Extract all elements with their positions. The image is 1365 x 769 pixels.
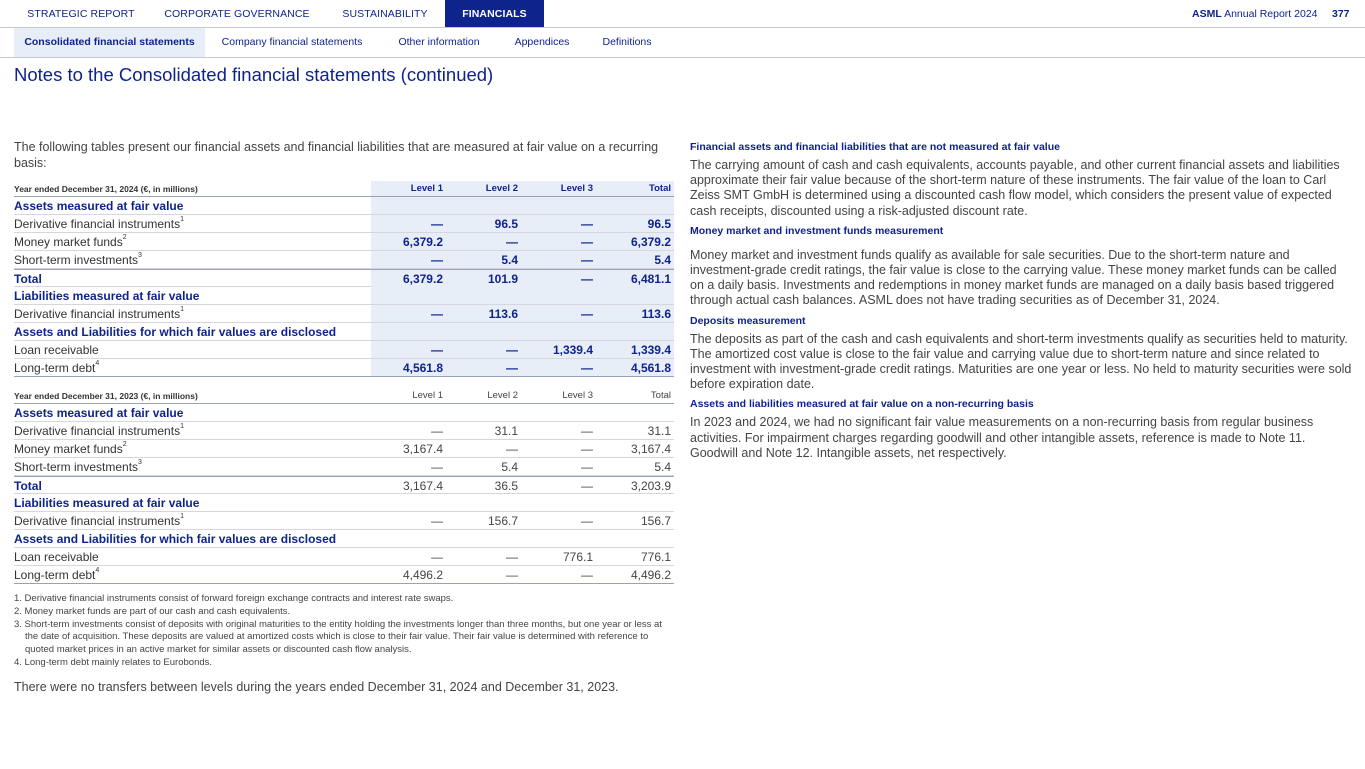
table-cell: 3,203.9	[630, 479, 671, 493]
table-caption: Year ended December 31, 2023 (€, in millions)	[14, 391, 198, 401]
row-label: Assets and Liabilities for which fair values are disclosed	[14, 325, 337, 339]
table-cell: —	[581, 568, 593, 582]
brand-name: ASML	[1192, 8, 1222, 20]
table-cell: 101.9	[446, 270, 521, 287]
column-header-level-2: Level 2	[446, 181, 521, 196]
section-body: The deposits as part of the cash and cash equivalents and short-term investments qualify as securities held to maturity. The amortized cost value is close to the fair value and carrying value due to short-term nature and since related to investment with investment-grade credit ratings. Maturities are one year or less. No held to maturity securities were sold before expiration date.	[690, 331, 1352, 392]
row-label-text: Money market funds	[14, 442, 123, 456]
table-cell: —	[581, 514, 593, 528]
section-body: Money market and investment funds qualify as available for sale securities. Due to the short-term nature and investment-grade credit ratings, the fair value is close to the carrying value. These money market funds can be called on a daily basis. Investments and redemptions in money market funds are managed on a daily basis based triggered through actual cash balances. ASML does not have trading securities as of December 31, 2024.	[690, 247, 1337, 308]
footnote-ref: 4	[95, 360, 100, 367]
table-cell	[446, 323, 521, 340]
row-label	[14, 440, 127, 458]
row-label	[14, 422, 184, 440]
column-header-level-2: Level 2	[487, 390, 518, 401]
fair-value-table-2023	[14, 388, 674, 584]
table-cell: 4,561.8	[371, 359, 446, 376]
table-cell: —	[371, 305, 446, 322]
table-cell: 5.4	[654, 460, 671, 474]
table-cell: —	[521, 251, 596, 268]
table-cell: 96.5	[446, 215, 521, 232]
row-label: Liabilities measured at fair value	[14, 496, 200, 510]
table-row	[14, 215, 674, 233]
table-cell: —	[446, 233, 521, 250]
table-cell: —	[431, 460, 443, 474]
subnav-tab-other-information[interactable]: Other information	[398, 36, 480, 48]
table-cell: 96.5	[596, 215, 674, 232]
footnote-ref: 1	[180, 423, 184, 430]
row-label-text: Derivative financial instruments	[14, 424, 181, 438]
row-label	[14, 305, 184, 323]
footnotes	[14, 593, 676, 670]
row-label	[14, 458, 142, 476]
row-label	[14, 512, 184, 530]
table-cell	[371, 287, 446, 304]
section-heading: Deposits measurement	[690, 314, 806, 327]
table-cell: 1,339.4	[521, 341, 596, 358]
row-label-text: Money market funds	[14, 235, 123, 249]
table-cell	[596, 197, 674, 214]
table-cell	[446, 197, 521, 214]
table-section-row	[14, 197, 674, 215]
subnav-tab-consolidated[interactable]: Consolidated financial statements	[14, 28, 205, 57]
top-navigation	[0, 0, 1365, 28]
table-cell	[521, 197, 596, 214]
section-heading: Assets and liabilities measured at fair value on a non-recurring basis	[690, 398, 1034, 411]
row-label: Total	[14, 479, 42, 493]
table-header	[14, 388, 674, 404]
table-cell: —	[506, 442, 518, 456]
section-heading: Financial assets and financial liabilities that are not measured at fair value	[690, 141, 1060, 153]
table-cell	[371, 197, 446, 214]
table-cell: 776.1	[562, 550, 593, 564]
table-row	[14, 512, 674, 530]
table-row	[14, 548, 674, 566]
table-row	[14, 305, 674, 323]
table-cell: 156.7	[640, 514, 671, 528]
row-label: Assets and Liabilities for which fair values are disclosed	[14, 532, 337, 546]
table-cell: 6,379.2	[596, 233, 674, 250]
table-cell: 3,167.4	[630, 442, 671, 456]
footnote-ref: 3	[138, 459, 142, 466]
table-cell	[521, 287, 596, 304]
table-cell: 31.1	[494, 424, 518, 438]
column-header-level-1: Level 1	[412, 390, 443, 401]
row-label-text: Short-term investments	[14, 253, 139, 267]
row-label-text: Short-term investments	[14, 460, 139, 474]
table-cell: 776.1	[640, 550, 671, 564]
table-section-row	[14, 530, 674, 548]
table-cell: —	[371, 215, 446, 232]
table-cell: 3,167.4	[402, 479, 443, 493]
row-label-text: Derivative financial instruments	[14, 217, 181, 231]
table-cell: —	[371, 341, 446, 358]
table-row	[14, 458, 674, 476]
row-label: Loan receivable	[14, 343, 99, 357]
footnote-ref: 1	[180, 216, 184, 223]
table-cell: —	[446, 359, 521, 376]
table-row	[14, 359, 674, 377]
table-cell: —	[446, 341, 521, 358]
right-column	[690, 141, 1352, 461]
table-row	[14, 251, 674, 269]
footnote-ref: 1	[180, 306, 184, 313]
table-cell: 113.6	[446, 305, 521, 322]
table-total-row	[14, 476, 674, 494]
page-title: Notes to the Consolidated financial statements (continued)	[14, 64, 494, 85]
brand-subtitle: Annual Report 2024	[1224, 8, 1318, 20]
table-cell: —	[521, 233, 596, 250]
section-body: In 2023 and 2024, we had no significant fair value measurements on a non-recurring basis from regular business activities. For impairment charges regarding goodwill and other intangible assets, reference is made to Note 11. Goodwill and Note 12. Intangible assets, net respectively.	[690, 415, 1314, 460]
table-cell: —	[521, 215, 596, 232]
column-header-total: Total	[650, 390, 671, 401]
table-cell: 31.1	[647, 424, 671, 438]
page-number: 377	[1332, 8, 1350, 20]
subnav-tab-definitions[interactable]: Definitions	[602, 36, 652, 48]
table-cell: 6,481.1	[596, 270, 674, 287]
row-label-text: Long-term debt	[14, 361, 96, 375]
footnote-ref: 2	[122, 441, 127, 448]
table-cell: 36.5	[494, 479, 518, 493]
table-cell: 113.6	[596, 305, 674, 322]
footnote: 4. Long-term debt mainly relates to Eurobonds.	[14, 656, 213, 668]
table-row	[14, 233, 674, 251]
section-body: The carrying amount of cash and cash equivalents, accounts payable, and other current financial assets and liabilities approximate their fair value because of the short-term nature of these instruments. The fair value of the loan to Carl Zeiss SMT GmbH is determined using a discounted cash flow model, which considers the present value of expected cash receipts, discounted using a risk-adjusted discount rate.	[690, 158, 1340, 218]
table-total-row	[14, 269, 674, 287]
row-label	[14, 566, 99, 584]
nav-tab-corporate-governance[interactable]: CORPORATE GOVERNANCE	[164, 8, 310, 20]
subnav-tab-appendices[interactable]: Appendices	[514, 36, 570, 48]
column-header-level-3: Level 3	[521, 181, 596, 196]
row-label	[14, 233, 127, 251]
nav-tab-financials[interactable]: FINANCIALS	[445, 0, 544, 27]
row-label: Total	[14, 272, 42, 286]
footnote-ref: 4	[95, 567, 100, 574]
table-cell: —	[521, 359, 596, 376]
table-cell: 6,379.2	[371, 270, 446, 287]
table-section-row	[14, 323, 674, 341]
table-cell: —	[506, 568, 518, 582]
column-header-level-3: Level 3	[562, 390, 593, 401]
footnote-ref: 1	[180, 513, 184, 520]
column-header-level-1: Level 1	[371, 181, 446, 196]
row-label-text: Derivative financial instruments	[14, 307, 181, 321]
sub-navigation	[0, 28, 1365, 58]
table-cell: 3,167.4	[402, 442, 443, 456]
table-cell: —	[521, 270, 596, 287]
table-section-row	[14, 494, 674, 512]
nav-tab-strategic-report[interactable]: STRATEGIC REPORT	[27, 8, 135, 20]
row-label-text: Long-term debt	[14, 568, 96, 582]
table-cell: —	[431, 514, 443, 528]
section-heading: Money market and investment funds measurement	[690, 224, 944, 237]
footnote-ref: 3	[138, 252, 142, 259]
table-cell: 5.4	[596, 251, 674, 268]
table-cell: —	[521, 305, 596, 322]
footnote-ref: 2	[122, 234, 127, 241]
column-header-total: Total	[596, 181, 674, 196]
table-cell: —	[581, 442, 593, 456]
table-caption: Year ended December 31, 2024 (€, in millions)	[14, 184, 198, 194]
row-label: Liabilities measured at fair value	[14, 289, 200, 303]
table-row	[14, 422, 674, 440]
nav-tab-sustainability[interactable]: SUSTAINABILITY	[342, 8, 428, 20]
table-cell: 5.4	[501, 460, 518, 474]
row-label-text: Derivative financial instruments	[14, 514, 181, 528]
table-cell: 1,339.4	[596, 341, 674, 358]
subnav-tab-company[interactable]: Company financial statements	[221, 36, 363, 48]
footnote: 3. Short-term investments consist of deposits with original maturities to the entity holding the investments longer than three months, but one year or less at the date of acquisition. These deposits are valued at amortized costs which is close to their fair value. Their fair value is determined with reference to quoted market prices in an active market for similar assets or discounted cash flow analysis.	[14, 618, 662, 656]
row-label	[14, 215, 184, 233]
table-cell	[521, 323, 596, 340]
table-cell: —	[431, 424, 443, 438]
table-cell	[596, 287, 674, 304]
table-section-row	[14, 404, 674, 422]
table-row	[14, 341, 674, 359]
table-section-row	[14, 287, 674, 305]
table-cell: 6,379.2	[371, 233, 446, 250]
table-row	[14, 566, 674, 584]
table-cell: 4,496.2	[630, 568, 671, 582]
table-header	[14, 181, 674, 197]
table-cell: —	[581, 479, 593, 493]
table-cell: 156.7	[487, 514, 518, 528]
closing-paragraph: There were no transfers between levels during the years ended December 31, 2024 and December 31, 2023.	[14, 680, 619, 694]
table-cell	[446, 287, 521, 304]
row-label	[14, 359, 99, 377]
table-cell	[596, 323, 674, 340]
table-cell: —	[506, 550, 518, 564]
footnote: 1. Derivative financial instruments consist of forward foreign exchange contracts and interest rate swaps.	[14, 593, 454, 604]
row-label	[14, 251, 142, 269]
table-cell: 4,561.8	[596, 359, 674, 376]
row-label: Loan receivable	[14, 550, 99, 564]
table-cell: —	[581, 460, 593, 474]
table-cell: —	[431, 550, 443, 564]
footnote: 2. Money market funds are part of our cash and cash equivalents.	[14, 605, 291, 617]
table-cell: —	[581, 424, 593, 438]
table-cell: 5.4	[446, 251, 521, 268]
fair-value-table-2024	[14, 181, 674, 377]
table-row	[14, 440, 674, 458]
table-cell: —	[371, 251, 446, 268]
intro-paragraph: The following tables present our financial assets and financial liabilities that are measured at fair value on a recurring basis:	[14, 140, 659, 170]
table-cell: 4,496.2	[402, 568, 443, 582]
row-label: Assets measured at fair value	[14, 199, 184, 213]
report-brand	[1192, 0, 1322, 27]
row-label: Assets measured at fair value	[14, 406, 184, 420]
table-cell	[371, 323, 446, 340]
